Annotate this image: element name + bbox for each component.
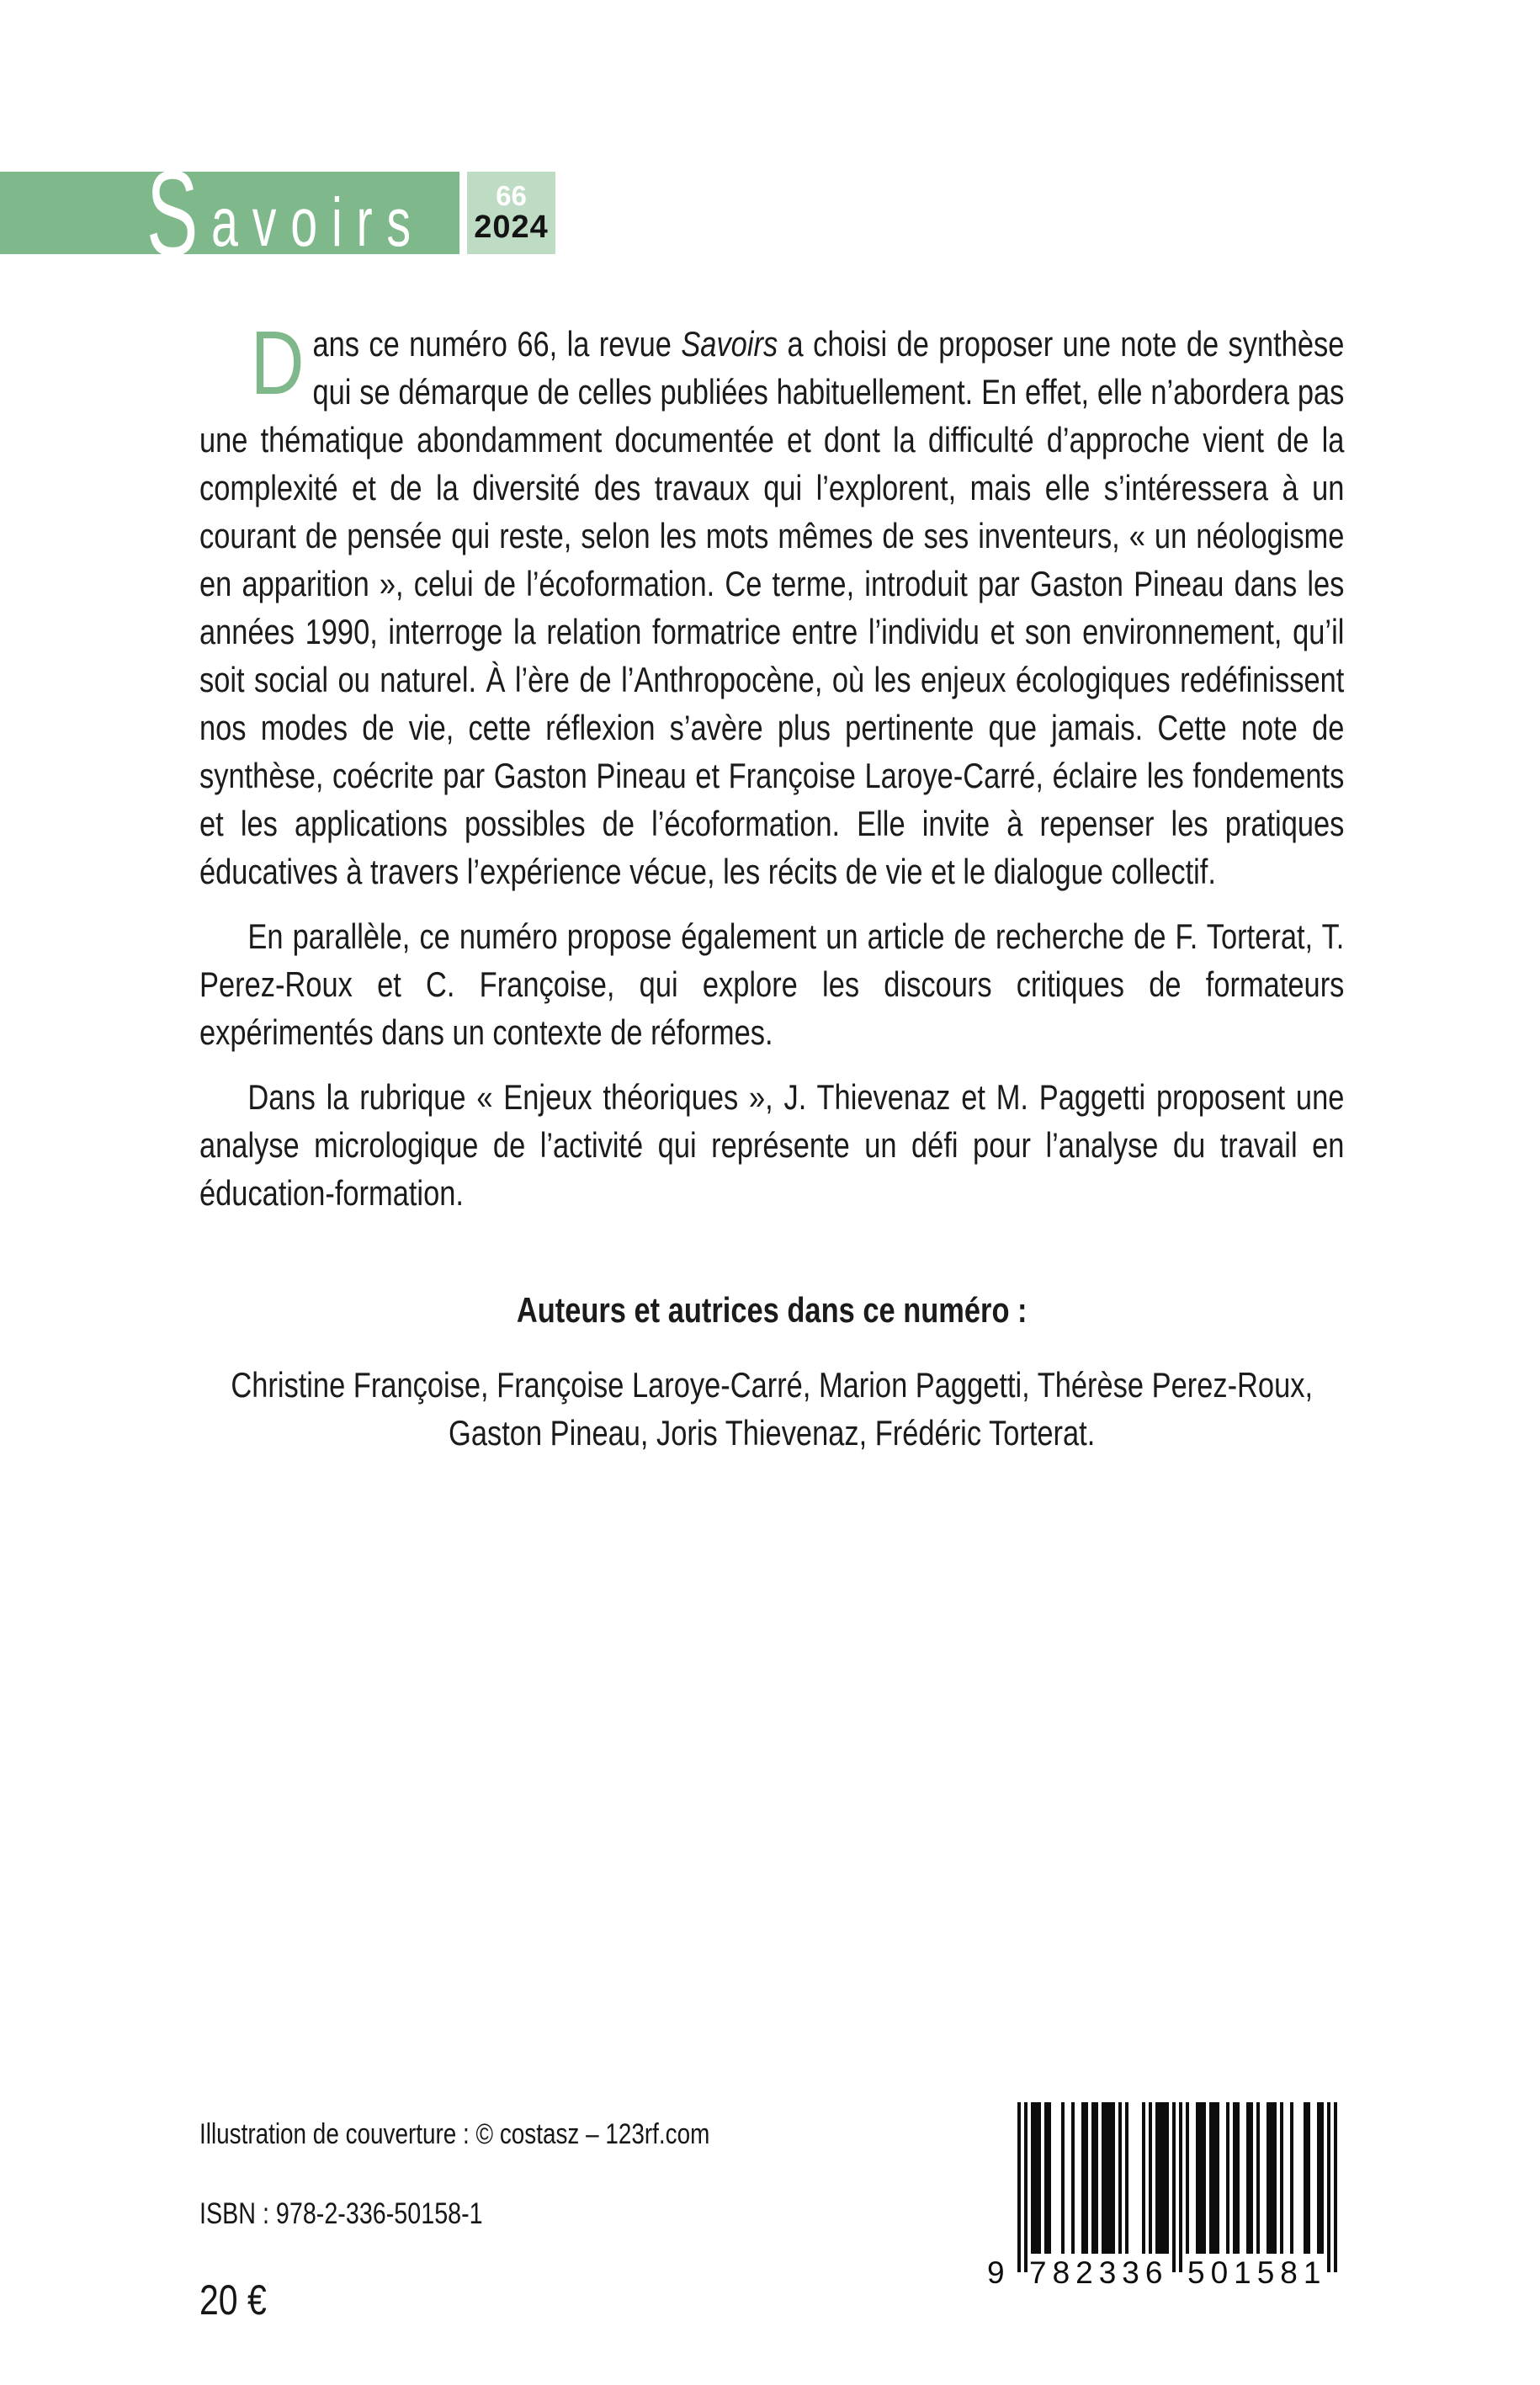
brand-wordmark: avoirs — [211, 184, 425, 261]
dropcap-letter: D — [250, 311, 305, 413]
authors-heading: Auteurs et autrices dans ce numéro : — [516, 1290, 1028, 1330]
paragraph-1-text-rest: a choisi de proposer une note de synthèse qui se démarque de celles publiées habituellement. En effet, elle n’abordera pas une thématique abondamment documentée et dont la difficulté d’approche vient de la complexité et de la diversité des travaux qui l’explorent, mais elle s’intéressera à un courant de pensée qui reste, selon les mots mêmes de ses inventeurs, « un néologisme en apparition », celui de l’écoformation. Ce terme, introduit par Gaston Pineau dans les années 1990, interroge la relation formatrice entre l’individu et son environnement, qu’il soit social ou naturel. À l’ère de l’Anthropocène, où les enjeux écologiques redéfinissent nos modes de vie, cette réflexion s’avère plus pertinente que jamais. Cette note de synthèse, coécrite par Gaston Pineau et Françoise Laroye-Carré, éclaire les fondements et les applications possibles de l’écoformation. Elle invite à repenser les pratiques éducatives à travers l’expérience vécue, les récits de vie et le dialogue collectif. — [199, 324, 1345, 891]
barcode-digit-group-1: 782336 — [1029, 2255, 1169, 2290]
synopsis-paragraph-3: Dans la rubrique « Enjeux théoriques », J. Thievenaz et M. Paggetti proposent une analyse micrologique de l’activité qui représente un défi pour l’analyse du travail en éducation-formation. — [199, 1077, 1345, 1213]
brand-initial: S — [146, 146, 199, 281]
price-text: 20 € — [199, 2276, 267, 2324]
synopsis-paragraph-2: En parallèle, ce numéro propose également un article de recherche de F. Torterat, T. Perez-Roux et C. Françoise, qui explore les discours critiques de formateurs expérimentés dans un contexte de réformes. — [199, 916, 1345, 1052]
barcode-digit-lead: 9 — [987, 2255, 1005, 2290]
journal-title-italic: Savoirs — [681, 324, 778, 364]
issue-number: 66 — [496, 180, 527, 211]
paragraph-1-text-start: ans ce numéro 66, la revue — [312, 324, 682, 364]
barcode-digit-group-2: 501581 — [1187, 2255, 1327, 2290]
isbn-text: ISBN : 978-2-336-50158-1 — [199, 2197, 483, 2230]
synopsis-paragraph-1 — [199, 311, 1345, 895]
ean13-barcode — [987, 2102, 1337, 2290]
issue-badge — [467, 172, 555, 254]
authors-list: Christine Françoise, Françoise Laroye-Carré, Marion Paggetti, Thérèse Perez-Roux, Gaston Pineau, Joris Thievenaz, Frédéric Torterat. — [231, 1365, 1314, 1453]
cover-credit: Illustration de couverture : © costasz – 123rf.com — [199, 2118, 710, 2150]
synopsis-text-block — [199, 311, 1345, 1457]
barcode-bars — [1017, 2102, 1337, 2272]
issue-year: 2024 — [474, 210, 549, 245]
